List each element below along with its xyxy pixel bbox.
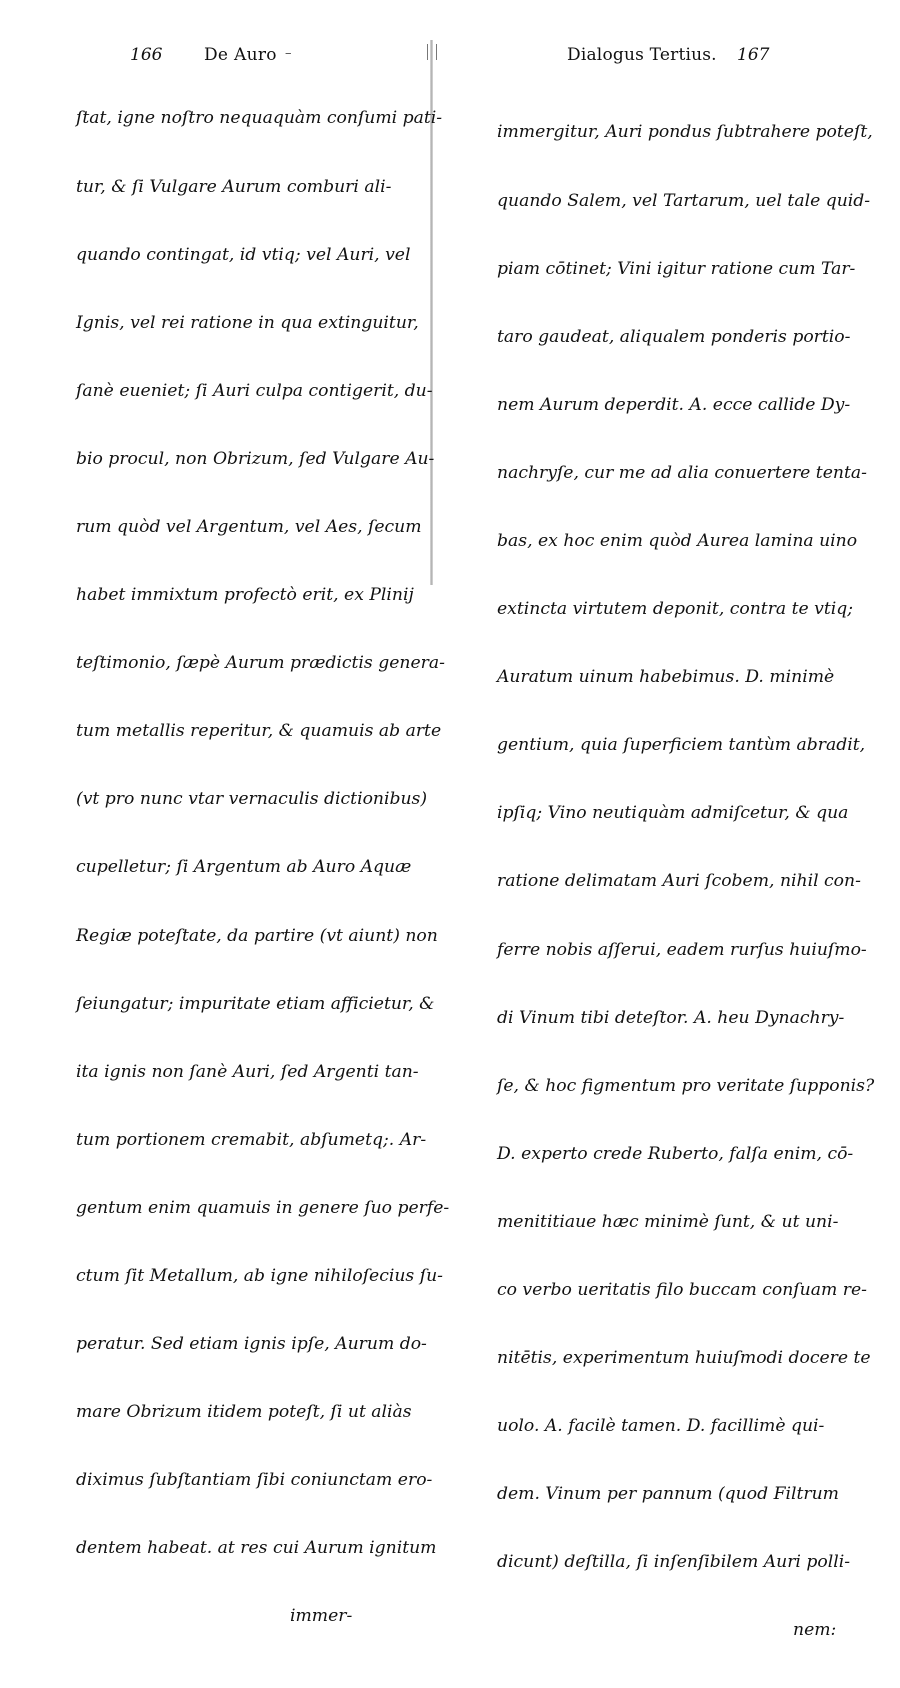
text-line: tur, & ſi Vulgare Aurum comburi ali- — [76, 176, 392, 197]
text-line: mare Obrizum itidem poteſt, ſi ut aliàs — [76, 1402, 412, 1423]
text-line: nachryſe, cur me ad alia conuertere tenta- — [497, 462, 867, 483]
gutter-mark — [427, 44, 437, 60]
text-line: menititiaue hæc minimè ſunt, & ut uni- — [497, 1211, 839, 1232]
text-line: peratur. Sed etiam ignis ipſe, Aurum do- — [76, 1334, 427, 1355]
running-head: De Auro — [204, 45, 277, 65]
text-line: uolo. A. facilè tamen. D. facillimè qui- — [497, 1416, 825, 1437]
text-line: habet immixtum profectò erit, ex Plinij — [76, 585, 414, 606]
text-line: diximus ſubſtantiam ſibi coniunctam ero- — [76, 1470, 433, 1491]
text-line: (vt pro nunc vtar vernaculis dictionibus) — [76, 789, 428, 810]
catchword: nem: — [793, 1620, 837, 1641]
catchword: immer- — [290, 1606, 353, 1627]
text-line: taro gaudeat, aliqualem ponderis portio- — [497, 326, 851, 347]
text-line: ferre nobis aſſerui, eadem rurſus huiuſmo- — [497, 939, 867, 960]
text-line: di Vinum tibi deteſtor. A. heu Dynachry- — [497, 1007, 845, 1028]
text-line: ita ignis non ſanè Auri, ſed Argenti tan- — [76, 1061, 419, 1082]
text-line: dem. Vinum per pannum (quod Filtrum — [497, 1484, 839, 1505]
text-line: ſeiungatur; impuritate etiam afficietur, & — [76, 993, 435, 1014]
text-line: nitētis, experimentum huiuſmodi docere te — [497, 1348, 871, 1369]
left-body-text — [76, 62, 449, 1674]
text-line: bas, ex hoc enim quòd Aurea lamina uino — [497, 530, 858, 551]
running-head: Dialogus Tertius. — [567, 45, 717, 65]
text-line: tum metallis reperitur, & quamuis ab arte — [76, 721, 442, 742]
page-number: 166 — [130, 45, 163, 65]
text-line: ctum ſit Metallum, ab igne nihiloſecius ſu- — [76, 1266, 443, 1286]
text-line: cupelletur; ſi Argentum ab Auro Aquæ — [76, 857, 412, 878]
text-line: ſanè eueniet; ſi Auri culpa contigerit, du- — [76, 380, 433, 401]
text-line: Ignis, vel rei ratione in qua extinguitur, — [76, 312, 419, 333]
text-line: dicunt) deſtilla, ſi inſenſibilem Auri polli- — [497, 1552, 851, 1573]
text-line: extincta virtutem deponit, contra te vtiq; — [497, 599, 854, 620]
text-line: ſe, & hoc figmentum pro veritate ſupponis? — [497, 1075, 875, 1096]
text-line: Regiæ poteſtate, da partire (vt aiunt) non — [76, 925, 438, 946]
text-line: piam cōtinet; Vini igitur ratione cum Tar- — [497, 258, 856, 279]
text-line: tum portionem cremabit, abſumetq;. Ar- — [76, 1129, 427, 1150]
text-line: gentium, quia ſuperficiem tantùm abradit, — [497, 735, 866, 756]
text-line: co verbo ueritatis filo buccam conſuam re- — [497, 1280, 867, 1300]
right-body-text — [497, 76, 874, 1688]
text-line: dentem habeat. at res cui Aurum ignitum — [76, 1538, 437, 1559]
page-number: 167 — [737, 45, 770, 65]
text-line: teſtimonio, ſæpè Aurum prædictis genera- — [76, 653, 445, 674]
text-line: quando contingat, id vtiq; vel Auri, vel — [76, 244, 411, 265]
header-rule-mark: – — [285, 46, 292, 61]
text-line: D. experto crede Ruberto, falſa enim, cō- — [497, 1143, 854, 1164]
text-line: quando Salem, vel Tartarum, uel tale quid- — [497, 190, 871, 211]
text-line: rum quòd vel Argentum, vel Aes, ſecum — [76, 516, 422, 537]
text-line: immergitur, Auri pondus ſubtrahere poteſt, — [497, 122, 873, 143]
text-line: ſtat, igne noſtro nequaquàm conſumi pati- — [76, 108, 443, 129]
text-line: bio procul, non Obrizum, ſed Vulgare Au- — [76, 448, 435, 469]
text-line: nem Aurum deperdit. A. ecce callide Dy- — [497, 394, 851, 415]
text-line: gentum enim quamuis in genere ſuo perfe- — [76, 1197, 450, 1218]
text-line: ipſiq; Vino neutiquàm admiſcetur, & qua — [497, 803, 849, 824]
text-line: Auratum uinum habebimus. D. minimè — [497, 667, 835, 688]
text-line: ratione delimatam Auri ſcobem, nihil con- — [497, 871, 861, 892]
